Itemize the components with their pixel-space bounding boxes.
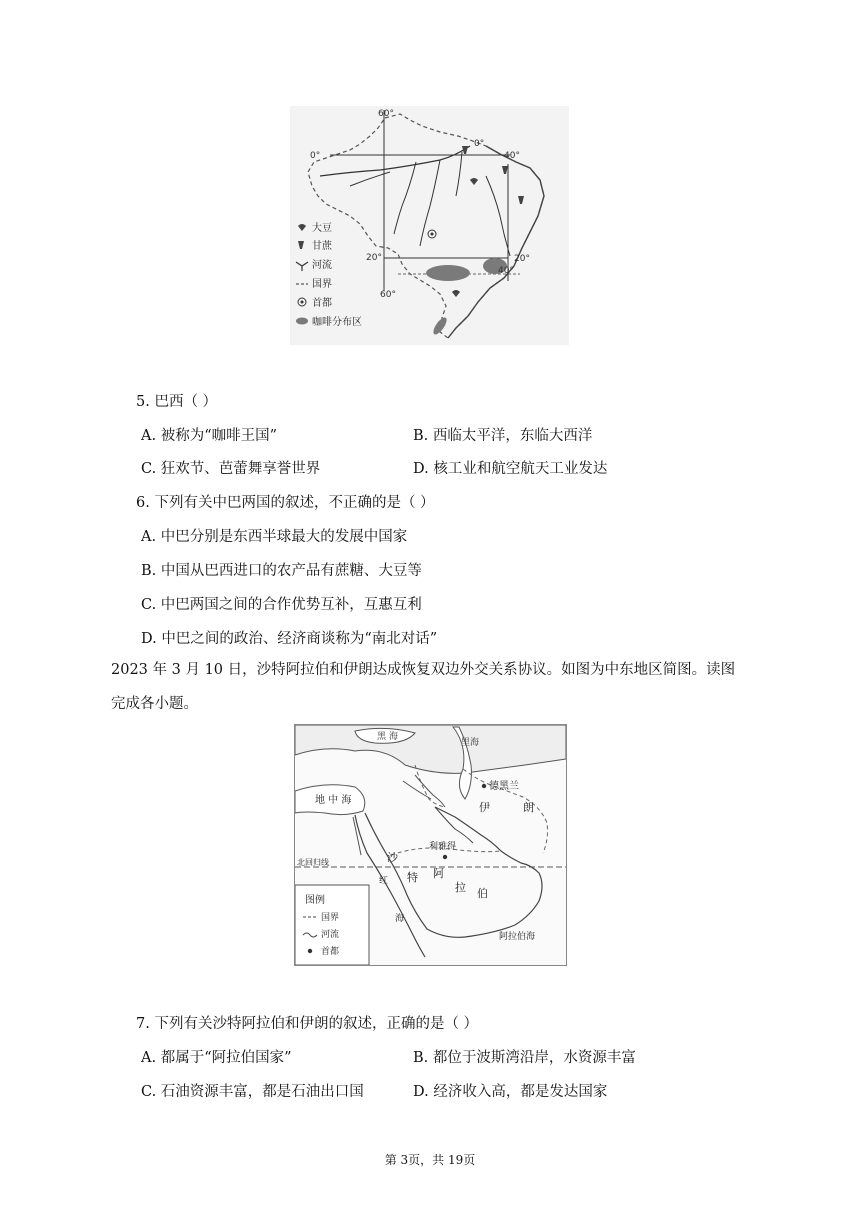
legend-river: 河流 [321, 930, 340, 940]
map1-lon60-top: 60° [378, 109, 394, 119]
legend-border: 国界 [312, 279, 332, 290]
map1-lon60-bottom: 60° [380, 290, 396, 300]
map1-lon40: 40° [504, 151, 520, 161]
q5-option-a: A. 被称为“咖啡王国” [141, 428, 278, 444]
legend-river: 河流 [312, 260, 332, 271]
q5-stem: 5. 巴西（ ） [136, 394, 218, 410]
q6-option-a: A. 中巴分别是东西半球最大的发展中国家 [141, 529, 408, 545]
map1-legend [296, 221, 362, 328]
riyadh-label: 利雅得 [429, 842, 457, 852]
sugarcane-icon [298, 241, 304, 249]
q7-option-b: B. 都位于波斯湾沿岸，水资源丰富 [413, 1050, 636, 1066]
soybean-icon [298, 224, 306, 231]
capital-icon [308, 949, 312, 953]
middle-east-map [294, 724, 567, 966]
legend-sugarcane: 甘蔗 [312, 241, 332, 252]
q7-option-a: A. 都属于“阿拉伯国家” [141, 1050, 292, 1066]
q6-stem: 6. 下列有关中巴两国的叙述，不正确的是（ ） [136, 495, 435, 511]
q7-option-c: C. 石油资源丰富，都是石油出口国 [141, 1084, 364, 1100]
saudi-label-5: 伯 [477, 887, 488, 900]
saudi-label-2: 特 [407, 871, 418, 884]
legend-border: 国界 [321, 913, 340, 923]
intro-line-1: 2023 年 3 月 10 日，沙特阿拉伯和伊朗达成恢复双边外交关系协议。如图为中东地区简图。读图 [111, 662, 736, 678]
med-label: 地 中 海 [315, 795, 352, 806]
q5-option-c: C. 狂欢节、芭蕾舞享誉世界 [141, 461, 321, 477]
q6-option-d: D. 中巴之间的政治、经济商谈称为“南北对话” [141, 631, 438, 647]
legend-coffee: 咖啡分布区 [312, 317, 362, 328]
brazil-map [290, 106, 569, 345]
map2-legend [295, 885, 369, 965]
intro-line-2: 完成各小题。 [111, 696, 198, 712]
saudi-label-3: 阿 [433, 867, 444, 880]
legend-capital: 首都 [312, 298, 332, 309]
q6-option-c: C. 中巴两国之间的合作优势互补，互惠互利 [141, 597, 422, 613]
iran-label-2: 朗 [523, 801, 534, 814]
red-sea-label-2: 海 [395, 914, 405, 924]
q5-option-d: D. 核工业和航空航天工业发达 [413, 461, 608, 477]
map1-lat0-right: 0° [474, 139, 485, 149]
tehran-label: 德黑兰 [489, 781, 519, 792]
saudi-label-1: 沙 [387, 851, 398, 864]
q5-option-b: B. 西临太平洋，东临大西洋 [413, 428, 593, 444]
page-footer: 第 3页，共 19页 [384, 1153, 476, 1167]
caspian-label: 里海 [461, 738, 480, 748]
river-icon [296, 262, 308, 271]
map1-lat20-right: 20° [514, 254, 530, 264]
q6-option-b: B. 中国从巴西进口的农产品有蔗糖、大豆等 [141, 563, 422, 579]
legend-soybean: 大豆 [312, 223, 332, 234]
arabian-sea-label: 阿拉伯海 [499, 932, 536, 942]
brazil-map-drawing [290, 106, 569, 345]
saudi-label-4: 拉 [455, 881, 466, 894]
legend-title: 图例 [305, 895, 325, 906]
q7-stem: 7. 下列有关沙特阿拉伯和伊朗的叙述，正确的是（ ） [136, 1016, 479, 1032]
map1-lon40-bottom: 40° [498, 266, 514, 276]
black-sea-label: 黑 海 [377, 732, 398, 742]
middle-east-map-drawing [295, 725, 566, 965]
coffee-area-icon [296, 318, 308, 325]
map1-lat0-left: 0° [310, 151, 321, 161]
iran-label-1: 伊 [479, 801, 490, 814]
q7-option-d: D. 经济收入高，都是发达国家 [413, 1084, 608, 1100]
legend-capital: 首都 [321, 947, 340, 957]
map1-lat20-left: 20° [366, 253, 382, 263]
red-sea-label-1: 红 [379, 876, 389, 886]
tropic-label: 北回归线 [297, 858, 329, 867]
